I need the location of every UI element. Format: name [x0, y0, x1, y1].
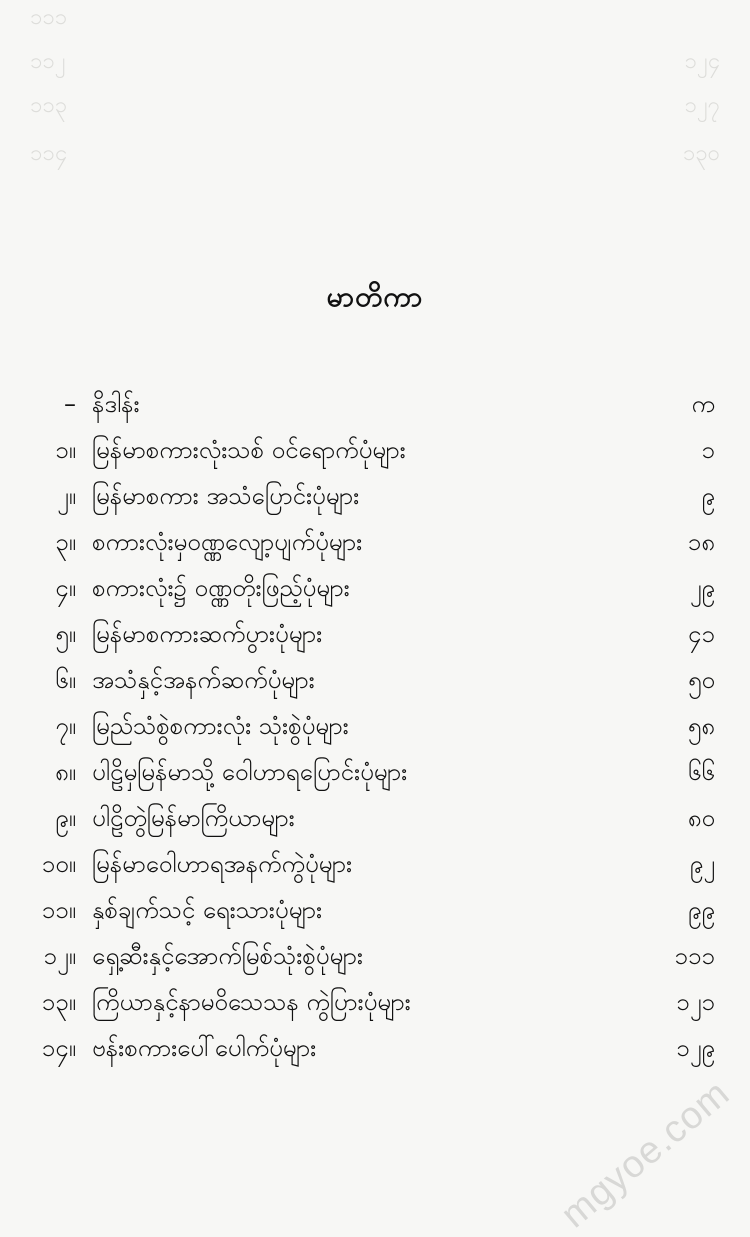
toc-entry-number: ၂။: [56, 482, 76, 510]
page-title: မာတိကာ: [326, 280, 424, 313]
toc-entry-number: ၈။: [55, 758, 76, 786]
toc-entry: [0, 474, 750, 518]
toc-entry-page: ၁၈: [687, 528, 715, 556]
ghost-row-number: ၁၁၁: [30, 5, 68, 30]
toc-entry: [0, 658, 750, 702]
toc-entry-page: ၂၉: [689, 574, 715, 602]
ghost-row-number: ၁၁၂: [30, 49, 66, 74]
toc-entry-number: ၇။: [55, 712, 76, 740]
toc-entry-title: မြန်မာစကား အသံပြောင်းပုံများ: [92, 482, 360, 510]
toc-entry-page: က: [691, 390, 715, 418]
toc-entry-title: ဗန်းစကားပေါ်ပေါက်ပုံများ: [92, 1034, 317, 1062]
toc-entry: [0, 428, 750, 472]
toc-entry-title: ပါဠိမှမြန်မာသို့ ဝေါဟာရပြောင်းပုံများ: [92, 758, 408, 786]
bleed-through-text: [0, 0, 750, 200]
ghost-row-page: ၁၂၄: [684, 49, 720, 74]
toc-entry-title: မြန်မာဝေါဟာရအနက်ကွဲပုံများ: [92, 850, 353, 878]
toc-entry-number: ၁၂။: [43, 942, 76, 970]
toc-entry-number: ၁၀။: [41, 850, 76, 878]
toc-entry: [0, 382, 750, 426]
toc-entry: [0, 980, 750, 1024]
toc-entry-number: ၁၄။: [41, 1034, 76, 1062]
toc-entry-number: ၃။: [55, 528, 76, 556]
ghost-row-number: ၁၁၄: [30, 141, 68, 166]
ghost-row: [0, 46, 750, 86]
toc-entry-page: ၉၉: [688, 896, 715, 924]
toc-entry: [0, 1026, 750, 1070]
toc-entry-page: ၄၁: [688, 620, 715, 648]
toc-entry-number: ၅။: [55, 620, 76, 648]
toc-entry-page: ၉၂: [689, 850, 715, 878]
toc-entry-page: ၁: [701, 436, 715, 464]
toc-entry-number: ၄။: [55, 574, 76, 602]
ghost-row: [0, 90, 750, 130]
toc-entry-page: ၉: [701, 482, 715, 510]
watermark: mgyoe.com: [553, 1072, 738, 1237]
toc-entry-page: ၁၂၁: [676, 988, 715, 1016]
toc-entry-page: ၁၁၁: [674, 942, 715, 970]
toc-entry-title: အသံနှင့်အနက်ဆက်ပုံများ: [92, 666, 315, 694]
toc-entry-page: ၈၀: [687, 804, 715, 832]
toc-entry: [0, 612, 750, 656]
toc-entry-number: ၁၃။: [41, 988, 76, 1016]
toc-entry: [0, 842, 750, 886]
toc-entry-title: နိဒါန်း: [92, 390, 140, 418]
ghost-row-number: ၁၁၃: [30, 93, 68, 118]
ghost-row-page: ၁၂၇: [684, 93, 720, 118]
toc-entry-number: ၁။: [55, 436, 76, 464]
toc-entry-title: ရှေ့ဆီးနှင့်အောက်မြစ်သုံးစွဲပုံများ: [92, 942, 363, 970]
toc-entry-page: ၅၈: [687, 712, 715, 740]
toc-entry-title: နှစ်ချက်သင့် ရေးသားပုံများ: [92, 896, 323, 924]
toc-entry-title: စကားလုံး၌ ဝဏ္ဏတိုးဖြည့်ပုံများ: [92, 574, 350, 602]
ghost-row-page: ၁၃၀: [682, 141, 720, 166]
toc-entry: [0, 888, 750, 932]
toc-entry-title: မြည်သံစွဲစကားလုံး သုံးစွဲပုံများ: [92, 712, 349, 740]
ghost-row: [0, 138, 750, 178]
toc-entry-number: ၆။: [55, 666, 76, 694]
toc-entry-number: –: [64, 390, 76, 418]
toc-entry-number: ၉။: [55, 804, 76, 832]
toc-entry-page: ၅၀: [688, 666, 715, 694]
toc-entry: [0, 796, 750, 840]
toc-entry: [0, 520, 750, 564]
toc-entry-title: မြန်မာစကားလုံးသစ် ဝင်ရောက်ပုံများ: [92, 436, 406, 464]
toc-entry: [0, 704, 750, 748]
toc-entry-title: ပါဠိတွဲမြန်မာကြိယာများ: [92, 804, 295, 832]
toc-entry-page: ၁၂၉: [676, 1034, 715, 1062]
toc-entry-title: မြန်မာစကားဆက်ပွားပုံများ: [92, 620, 323, 648]
toc-entry-title: ကြိယာနှင့်နာမဝိသေသန ကွဲပြားပုံများ: [92, 988, 411, 1016]
toc-entry: [0, 566, 750, 610]
toc-entry-title: စကားလုံးမှဝဏ္ဏလျော့ပျက်ပုံများ: [92, 528, 363, 556]
toc-entry-page: ၆၆: [688, 758, 715, 786]
toc-entry-number: ၁၁။: [41, 896, 76, 924]
toc-entry: [0, 750, 750, 794]
ghost-row: [0, 2, 750, 42]
toc-entry: [0, 934, 750, 978]
